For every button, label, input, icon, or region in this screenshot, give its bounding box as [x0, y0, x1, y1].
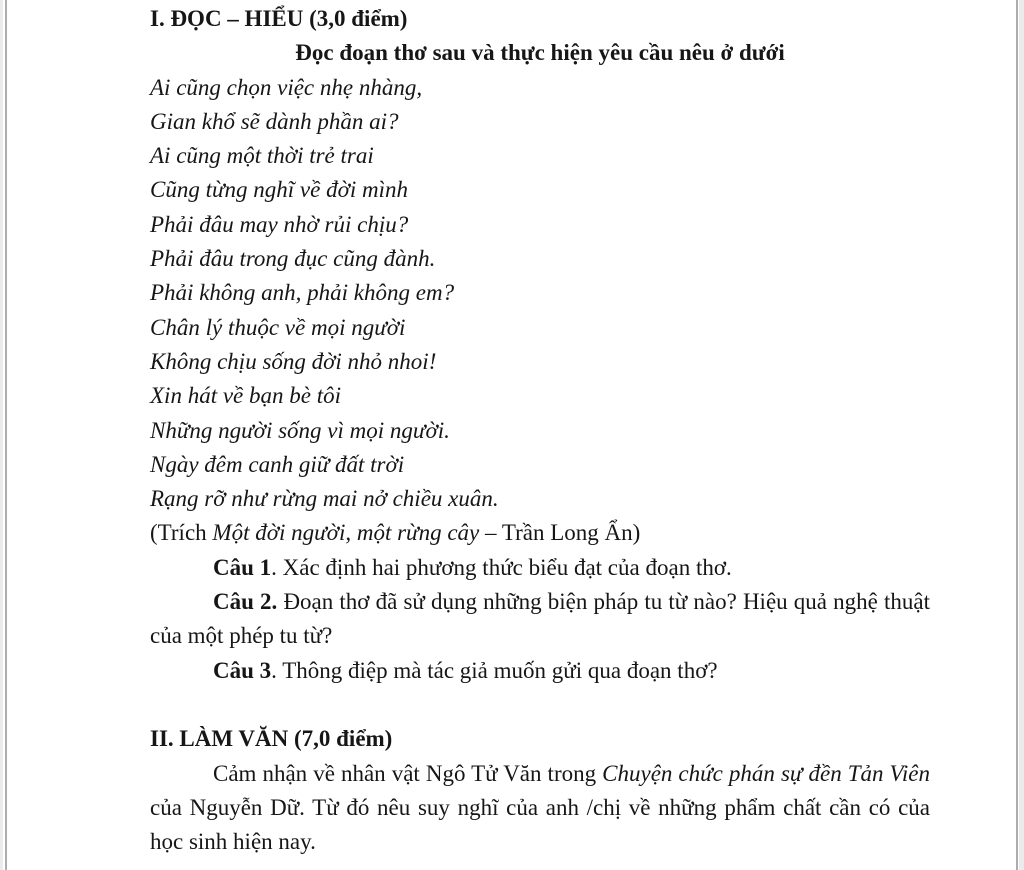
question-1-label: Câu 1	[213, 554, 272, 580]
cited-work-title: Một đời người, một rừng cây	[212, 520, 480, 546]
page-right-gutter	[1019, 0, 1024, 870]
page-right-border	[1016, 0, 1018, 870]
essay-prompt-post: của Nguyễn Dữ. Từ đó nêu suy nghĩ của anh /chị về những phẩm chất cần có của học sinh hiện nay.	[150, 794, 930, 855]
poem-line: Rạng rỡ như rừng mai nở chiều xuân.	[150, 486, 499, 512]
page-left-border	[5, 0, 7, 870]
poem-line: Ai cũng một thời trẻ trai	[150, 143, 374, 169]
poem-line: Ai cũng chọn việc nhẹ nhàng,	[150, 74, 423, 100]
poem-line: Chân lý thuộc về mọi người	[150, 314, 406, 340]
page-left-gutter	[0, 0, 3, 870]
question-1-text: . Xác định hai phương thức biểu đạt của đoạn thơ.	[271, 554, 732, 580]
poem-line: Xin hát về bạn bè tôi	[150, 383, 341, 409]
question-3	[150, 654, 930, 688]
blank-line	[150, 688, 930, 722]
poem-line: Phải đâu trong đục cũng đành.	[150, 246, 436, 272]
poem-line: Không chịu sống đời nhỏ nhoi!	[150, 348, 437, 374]
citation-suffix: – Trần Long Ẩn)	[479, 520, 641, 546]
question-1	[150, 551, 930, 585]
question-3-label: Câu 3	[213, 657, 272, 683]
section2-heading: II. LÀM VĂN (7,0 điểm)	[150, 726, 393, 752]
question-2-label: Câu 2.	[213, 589, 278, 615]
poem-line: Ngày đêm canh giữ đất trời	[150, 451, 405, 477]
question-2-text: Đoạn thơ đã sử dụng những biện pháp tu từ nào? Hiệu quả nghệ thuật của một phép tu từ?	[150, 589, 930, 649]
reading-instruction: Đọc đoạn thơ sau và thực hiện yêu cầu nêu ở dưới	[295, 40, 785, 66]
essay-prompt-pre: Cảm nhận về nhân vật Ngô Tử Văn trong	[213, 760, 603, 786]
poem-excerpt	[150, 71, 930, 517]
essay-work-title: Chuyện chức phán sự đền Tản Viên	[602, 760, 931, 786]
citation-prefix: (Trích	[150, 520, 213, 546]
poem-line: Những người sống vì mọi người.	[150, 417, 450, 443]
essay-prompt	[150, 757, 930, 860]
question-2	[150, 585, 930, 654]
poem-citation	[150, 516, 930, 550]
section1-heading: I. ĐỌC – HIỂU (3,0 điểm)	[150, 6, 408, 31]
question-3-text: . Thông điệp mà tác giả muốn gửi qua đoạn thơ?	[271, 657, 718, 683]
poem-line: Gian khổ sẽ dành phần ai?	[150, 108, 399, 134]
poem-line: Phải không anh, phải không em?	[150, 280, 455, 306]
document-body	[150, 2, 930, 859]
poem-line: Cũng từng nghĩ về đời mình	[150, 177, 408, 203]
poem-line: Phải đâu may nhờ rủi chịu?	[150, 211, 409, 237]
